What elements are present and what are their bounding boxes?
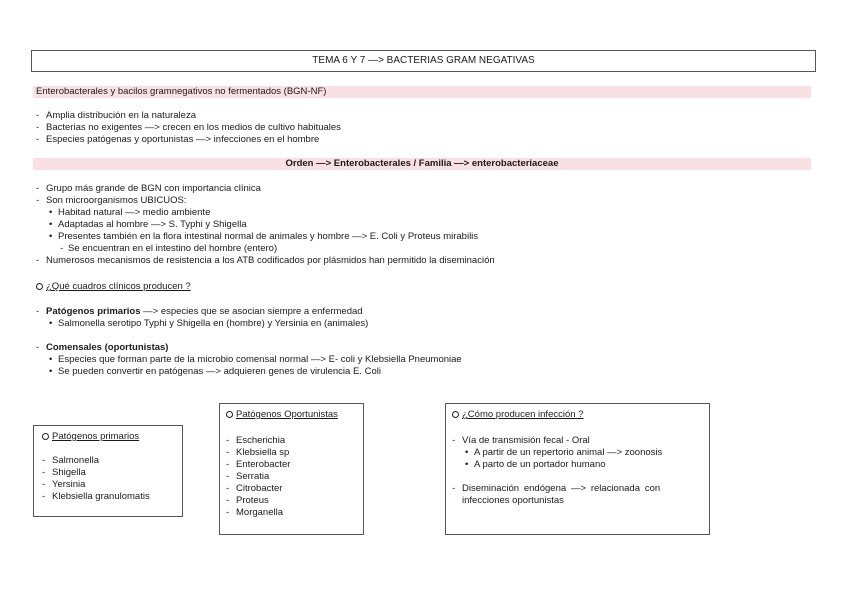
feature-line-1: - Grupo más grande de BGN con importancia clínica: [36, 183, 261, 195]
box3-bullet-1: • A partir de un repertorio animal —> zoonosis: [452, 447, 662, 459]
box3-bullet-2: • A parto de un portador humano: [452, 459, 606, 471]
box3-heading: ¿Cómo producen infección ?: [452, 409, 583, 421]
section-heading-enterobacterales: Enterobacterales y bacilos gramnegativos no fermentados (BGN-NF): [33, 86, 811, 98]
box-patogenos-primarios: [33, 425, 183, 517]
box1-item: - Klebsiella granulomatis: [42, 491, 150, 503]
feature-subline: - Se encuentran en el intestino del hombre (entero): [36, 243, 277, 255]
box1-heading: Patógenos primarios: [42, 431, 139, 443]
box-como-producen-infeccion: [445, 403, 710, 535]
feature-bullet-3: • Presentes también en la flora intestinal normal de animales y hombre —> E. Coli y Proteus mirabilis: [36, 231, 478, 243]
box3-line-1: - Vía de transmisión fecal - Oral: [452, 435, 590, 447]
primarios-text: —> especies que se asocian siempre a enfermedad: [140, 306, 363, 317]
intro-line-1: - Amplia distribución en la naturaleza: [36, 110, 196, 122]
feature-line-2: - Son microorganismos UBICUOS:: [36, 195, 186, 207]
primarios-label: Patógenos primarios: [46, 306, 141, 317]
box2-item: - Klebsiella sp: [226, 447, 289, 459]
comensales-bullet-2: • Se pueden convertir en patógenas —> adquieren genes de virulencia E. Coli: [36, 366, 381, 378]
box1-item: - Yersinia: [42, 479, 85, 491]
box1-item: - Salmonella: [42, 455, 99, 467]
box3-line-2: - Diseminación endógena —> relacionada con: [452, 483, 660, 495]
box2-item: - Proteus: [226, 495, 269, 507]
question-cuadros-clinicos: ¿Qué cuadros clínicos producen ?: [36, 281, 191, 293]
comensales-line: [36, 342, 168, 354]
box2-item: - Enterobacter: [226, 459, 290, 471]
box-patogenos-oportunistas: [219, 403, 364, 535]
comensales-label: Comensales (oportunistas): [46, 342, 169, 353]
intro-line-2: - Bacterias no exigentes —> crecen en los medios de cultivo habituales: [36, 122, 341, 134]
box2-item: - Serratia: [226, 471, 269, 483]
box3-line-2-cont: infecciones oportunistas: [462, 495, 564, 506]
primarios-line: [36, 306, 363, 318]
comensales-bullet-1: • Especies que forman parte de la microbio comensal normal —> E- coli y Klebsiella Pneumoniae: [36, 354, 462, 366]
page-title: TEMA 6 Y 7 —> BACTERIAS GRAM NEGATIVAS: [31, 50, 816, 72]
box2-item: - Escherichia: [226, 435, 285, 447]
intro-line-3: - Especies patógenas y oportunistas —> infecciones en el hombre: [36, 134, 319, 146]
primarios-bullet: • Salmonella serotipo Typhi y Shigella en (hombre) y Yersinia en (animales): [36, 318, 368, 330]
box2-heading: Patógenos Oportunistas: [226, 409, 338, 421]
section-heading-orden: Orden —> Enterobacterales / Familia —> enterobacteriaceae: [33, 158, 811, 170]
feature-line-3: - Numerosos mecanismos de resistencia a los ATB codificados por plásmidos han permitido la diseminación: [36, 255, 495, 267]
box2-item: - Morganella: [226, 507, 283, 519]
box2-item: - Citrobacter: [226, 483, 282, 495]
feature-bullet-1: • Habitad natural —> medio ambiente: [36, 207, 210, 219]
feature-bullet-2: • Adaptadas al hombre —> S. Typhi y Shigella: [36, 219, 247, 231]
box1-item: - Shigella: [42, 467, 86, 479]
